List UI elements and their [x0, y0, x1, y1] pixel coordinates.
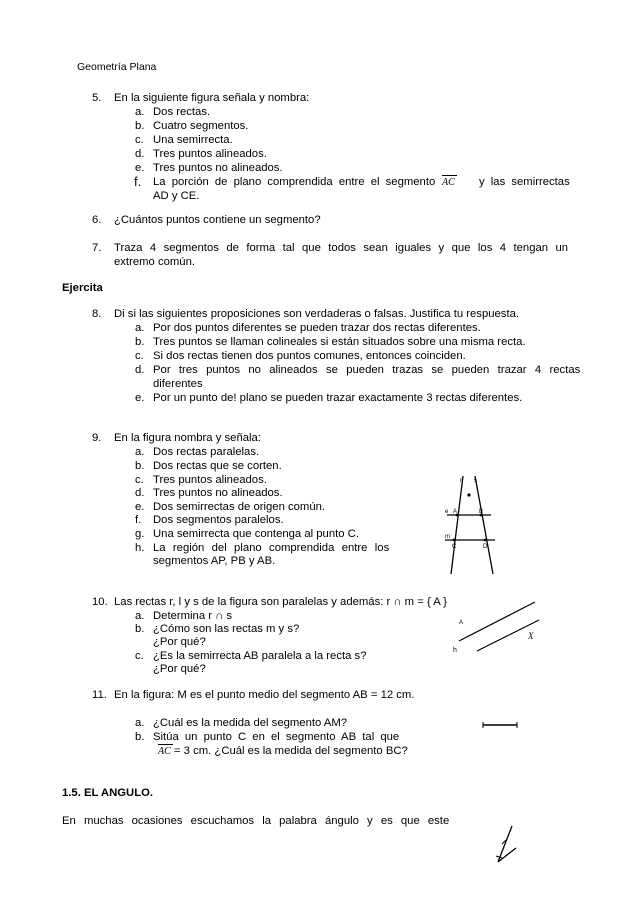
point-d: [484, 539, 487, 542]
q9-item-text: Dos rectas que se corten.: [153, 460, 282, 472]
label-d: D: [483, 544, 488, 550]
q8-number: 8.: [92, 308, 102, 320]
q9-text: En la figura nombra y señala:: [114, 432, 261, 444]
q5-item-label: c.: [135, 134, 144, 146]
q11-item-label: a.: [135, 717, 145, 729]
q10-item-text: ¿Cómo son las rectas m y s?: [153, 623, 300, 635]
label-a: A: [459, 620, 464, 626]
q9-item-text: Una semirrecta que contenga al punto C.: [153, 528, 359, 540]
q5-f-text: AD y CE.: [153, 190, 200, 202]
q8-item-label: d.: [135, 364, 145, 376]
q8-item-label: c.: [135, 350, 144, 362]
section-title: 1.5. EL ANGULO.: [62, 787, 154, 799]
q5-item-label: a.: [135, 106, 145, 118]
q11-item-label: b.: [135, 731, 145, 743]
q9-item-label: b.: [135, 460, 145, 472]
q9-item-label: d.: [135, 487, 145, 499]
q10-item-text: ¿Por qué?: [153, 663, 206, 675]
q8-item-text: Si dos rectas tienen dos puntos comunes, entonces coinciden.: [153, 350, 466, 362]
q5-f-text: La porción de plano comprendida entre el segmento: [153, 176, 436, 188]
q9-item-label: g.: [135, 528, 145, 540]
label-h: h: [453, 647, 457, 654]
q9-item-label: f.: [135, 514, 142, 526]
q11-b-line2: [158, 744, 408, 759]
q8-text: Di si las siguientes proposiciones son verdaderas o falsas. Justifica tu respuesta.: [114, 308, 520, 320]
q9-item-text: Tres puntos alineados.: [153, 474, 267, 486]
q8-item-label: a.: [135, 322, 145, 334]
q10-item-text: ¿Es la semirrecta AB paralela a la recta s?: [153, 650, 367, 662]
point-c: [453, 539, 456, 542]
label-c: C: [452, 544, 457, 550]
q9-item-text: Tres puntos no alineados.: [153, 487, 283, 499]
q9-number: 9.: [92, 432, 102, 444]
q5-text: En la siguiente figura señala y nombra:: [114, 92, 310, 104]
label-a: A: [453, 509, 458, 515]
label-b: B: [479, 509, 484, 515]
q5-item-text: Dos rectas.: [153, 106, 211, 118]
q10-item-label: b.: [135, 623, 145, 635]
q10-number: 10.: [92, 596, 108, 608]
q10-item-text: Determina r ∩ s: [153, 610, 233, 622]
q11-item-text: = 3 cm. ¿Cuál es la medida del segmento BC?: [170, 745, 408, 757]
q9-item-text: Dos rectas paralelas.: [153, 446, 260, 458]
q5-f-segment: [442, 175, 455, 190]
line-r: [451, 476, 463, 574]
q5-item-label: d.: [135, 148, 145, 160]
segment-ac-notation: AC: [442, 177, 455, 188]
q8-item-text: Por dos puntos diferentes se pueden trazar dos rectas diferentes.: [153, 322, 481, 334]
label-r: r: [460, 478, 462, 484]
q11-text: En la figura: M es el punto medio del segmento AB = 12 cm.: [114, 689, 415, 701]
q5-item-text: Cuatro segmentos.: [153, 120, 249, 132]
section-heading: Ejercita: [62, 282, 103, 294]
q9-item-label: c.: [135, 474, 144, 486]
q5-item-label: b.: [135, 120, 145, 132]
q10-item-label: c.: [135, 650, 144, 662]
q5-f-text: y las semirrectas: [479, 176, 570, 188]
label-s: s: [474, 478, 477, 484]
q5-item-label: e.: [135, 162, 145, 174]
q8-item-text: Por tres puntos no alineados se pueden trazas se pueden trazar 4 rectas: [153, 364, 581, 376]
intro-paragraph: En muchas ocasiones escuchamos la palabra ángulo y es que este: [62, 815, 450, 827]
q5-item-text: Una semirrecta.: [153, 134, 233, 146]
q5-item-text: Tres puntos no alineados.: [153, 162, 283, 174]
q10-figure: [453, 596, 543, 666]
q6-number: 6.: [92, 214, 102, 226]
label-e: e: [445, 509, 449, 515]
q7-text: extremo común.: [114, 256, 195, 268]
q5-item-text: Tres puntos alineados.: [153, 148, 267, 160]
q5-number: 5.: [92, 92, 102, 104]
q10-text: Las rectas r, l y s de la figura son paralelas y además: r ∩ m = { A }: [114, 596, 448, 608]
parallel-line-upper: [459, 602, 535, 641]
q11-number: 11.: [92, 689, 107, 701]
q10-item-text: ¿Por qué?: [153, 636, 206, 648]
point-p: [467, 493, 470, 496]
angle-figure: [492, 822, 522, 872]
page-header: Geometría Plana: [77, 61, 157, 73]
q7-number: 7.: [92, 242, 102, 254]
q5-item-label: f.: [134, 174, 142, 189]
q8-item-label: b.: [135, 336, 145, 348]
q9-figure: [443, 470, 513, 580]
q8-item-text: Tres puntos se llaman colineales si están situados sobre una misma recta.: [153, 336, 526, 348]
q9-item-text: Dos segmentos paralelos.: [153, 514, 284, 526]
q8-item-text: Por un punto de! plano se pueden trazar exactamente 3 rectas diferentes.: [153, 392, 523, 404]
q11-figure: [481, 720, 521, 730]
q6-text: ¿Cuántos puntos contiene un segmento?: [114, 214, 321, 226]
q9-item-label: a.: [135, 446, 145, 458]
label-x: X: [528, 631, 534, 641]
q9-item-text: La región del plano comprendida entre los: [153, 542, 390, 554]
q9-item-text: Dos semirrectas de origen común.: [153, 501, 326, 513]
q10-item-label: a.: [135, 610, 145, 622]
q11-item-text: ¿Cuál es la medida del segmento AM?: [153, 717, 348, 729]
q8-item-label: e.: [135, 392, 145, 404]
line-s: [475, 476, 493, 574]
q9-item-label: e.: [135, 501, 145, 513]
segment-ac-notation: AC: [158, 746, 171, 757]
q9-item-label: h.: [135, 542, 145, 554]
label-m: m: [445, 534, 450, 540]
q11-item-text: Sitúa un punto C en el segmento AB tal que: [153, 731, 400, 743]
q7-text: Traza 4 segmentos de forma tal que todos sean iguales y que los 4 tengan un: [114, 242, 569, 254]
q9-item-text: segmentos AP, PB y AB.: [153, 555, 276, 567]
q8-item-text: diferentes: [153, 378, 203, 390]
